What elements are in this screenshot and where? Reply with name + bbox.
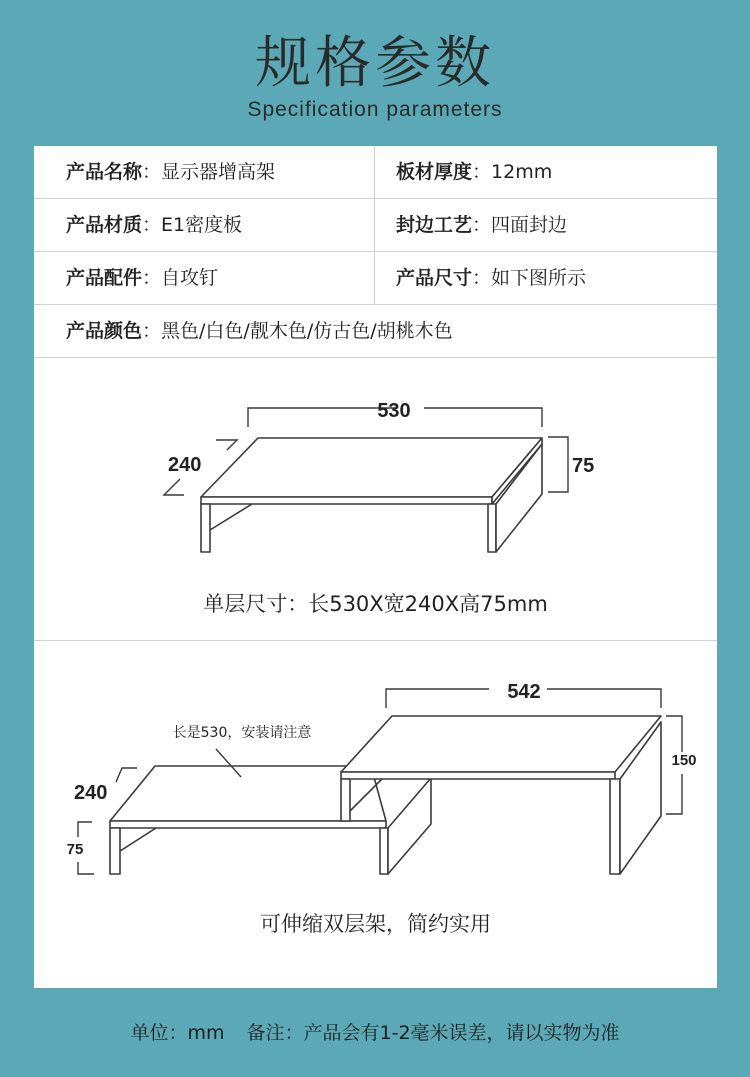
spec-colon: ： — [142, 161, 162, 183]
spec-value: 四面封边 — [491, 214, 568, 236]
spec-value: 显示器增高架 — [161, 161, 276, 183]
spec-value: E1密度板 — [161, 214, 243, 236]
spec-value: 如下图所示 — [491, 267, 587, 289]
dim-width-label: 240 — [74, 782, 108, 804]
dim-high-label: 150 — [671, 752, 697, 769]
dim-width-line-top — [116, 768, 137, 782]
spec-colon: ： — [472, 161, 492, 183]
page-title: 规格参数 — [255, 31, 495, 96]
lower-left-leg-back — [120, 828, 156, 851]
upper-shelf-top — [341, 716, 661, 772]
upper-right-leg — [610, 779, 620, 874]
double-layer-diagram — [34, 146, 717, 988]
spec-value: 12mm — [491, 161, 553, 183]
dim-high-line-bottom — [666, 774, 682, 814]
lower-right-panel — [388, 778, 431, 874]
spec-colon: ： — [472, 214, 492, 236]
double-caption: 可伸缩双层架，简约实用 — [260, 912, 491, 936]
dim-width-line-bottom — [78, 822, 92, 837]
spec-label: 产品颜色 — [66, 320, 143, 342]
dim-length-label: 542 — [507, 681, 541, 703]
spec-value: 自攻钉 — [161, 267, 219, 289]
lower-shelf-front — [110, 821, 386, 828]
spec-colon: ： — [142, 320, 162, 342]
spec-panel — [34, 146, 717, 988]
upper-shelf-front — [341, 772, 615, 779]
spec-label: 产品配件 — [66, 267, 143, 289]
install-note: 长是530，安装请注意 — [172, 725, 312, 741]
lower-right-leg — [380, 828, 388, 874]
dim-height-label: 75 — [572, 455, 595, 477]
unit-note: 单位：mm — [130, 1022, 225, 1044]
dim-low-line — [78, 862, 94, 874]
spec-value: 黑色/白色/靓木色/仿古色/胡桃木色 — [161, 320, 453, 342]
upper-left-leg — [341, 779, 350, 821]
dim-length-label: 530 — [377, 400, 411, 422]
spec-label: 封边工艺 — [396, 214, 473, 236]
lower-left-leg — [110, 828, 120, 874]
single-caption: 单层尺寸：长530X宽240X高75mm — [203, 592, 548, 616]
dim-length-line-right — [547, 689, 661, 708]
page-subtitle: Specification parameters — [247, 98, 503, 121]
spec-colon: ： — [142, 267, 162, 289]
spec-label: 板材厚度 — [396, 161, 473, 183]
dim-high-line-top — [666, 716, 682, 752]
spec-label: 产品尺寸 — [396, 267, 473, 289]
spec-label: 产品材质 — [66, 214, 143, 236]
footer-note — [0, 1018, 750, 1045]
dim-low-label: 75 — [66, 841, 84, 858]
spec-label: 产品名称 — [66, 161, 143, 183]
spec-colon: ： — [472, 267, 492, 289]
dim-length-line-left — [386, 689, 489, 708]
spec-colon: ： — [142, 214, 162, 236]
remark-note: 备注：产品会有1-2毫米误差，请以实物为准 — [246, 1022, 620, 1044]
dim-width-label: 240 — [168, 454, 202, 476]
